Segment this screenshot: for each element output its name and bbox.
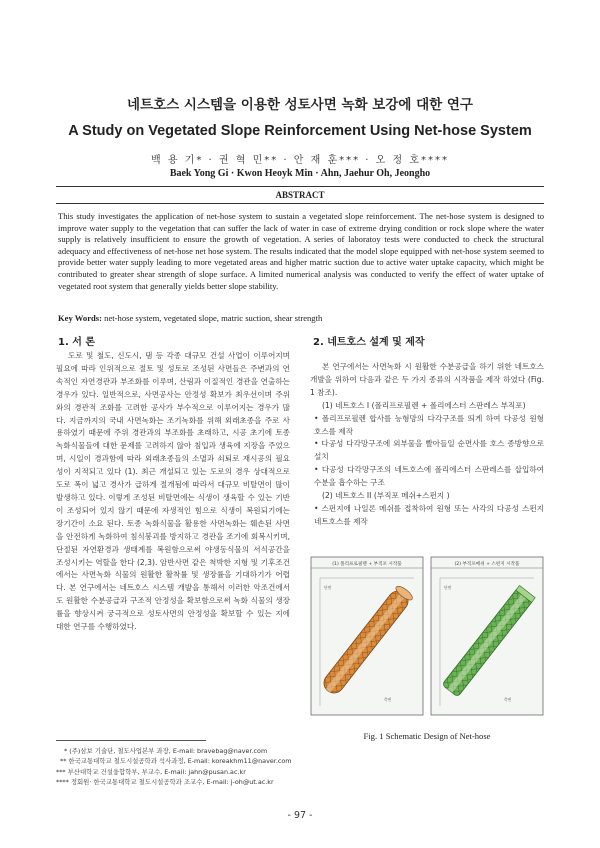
footnote: ** 한국교통대학교 철도시설공학과 석사과정, E-mail: koreakhm11@naver.com	[60, 757, 292, 766]
svg-text:측면: 측면	[504, 697, 512, 702]
type1-item: • 다공성 다각망구조에 외부물을 빨아들일 순면사를 호스 종방향으로 설치	[314, 439, 544, 462]
section-2-body	[310, 361, 544, 529]
footnote: * (주)삼보 기술단, 철도사업본부 과장, E-mail: bravebag@naver.com	[64, 747, 268, 755]
type1-item: • 다공성 다각망구조의 네트호스에 폴리에스터 스판레스를 삽입하여 수분을 흡수하는 구조	[314, 465, 544, 488]
svg-text:측면: 측면	[384, 697, 392, 702]
type1-item: • 폴리프로필렌 합사를 능형망의 다각구조를 띄게 하여 다공성 원형 호스를 제작	[314, 413, 544, 436]
svg-text:단면: 단면	[324, 585, 332, 590]
abstract-text: This study investigates the application of net-hose system to sustain a vegetated slope reinforcement. The net-hose system is designed to improve water supply to the vegetation that can suffer the lack of water in case of extreme drying condition or rock slope where the water supply is relatively insufficient to ensure the growth of vegetation. A series of laboratoy tests were conducted to check the structural adequacy and effectiveness of net-hose net hose system. The results indicated that the model slope equipped with net-hose system seemed to provide better water supply leading to more vegetated areas and higher matric suction due to active water uptake capacity, which might be contributed to greater shear strength of slope surface. A limited numerical analysis was conducted to verify the effect of water uptake of vegetated root system that generally yields better slope stability.	[58, 211, 544, 291]
section-1-body	[56, 350, 290, 634]
title-korean: 네트호스 시스템을 이용한 성토사면 녹화 보강에 대한 연구	[127, 97, 473, 113]
net-hose-schematic	[310, 556, 544, 716]
footnote: **** 정회원· 한국교통대학교 철도시설공학과 조교수, E-mail: j-oh@ut.ac.kr	[56, 778, 274, 787]
title-english: A Study on Vegetated Slope Reinforcement Using Net-hose System	[68, 123, 532, 139]
figure-1	[310, 556, 544, 716]
section-1-paragraph: 도로 및 철도, 신도시, 댐 등 각종 대규모 건설 사업이 이루어지며 필요에 따라 인위적으로 절토 및 성토로 조성된 사면들은 주변과의 연속적인 자연경관과 부조화를 이루며, 산림과 이질적인 경관을 연출하는 경우가 있다. 일반적으로, 사면공사는 안정성 확보가 최우선이며 주위와의 경관적 조화를 고려한 공사가 부수적으로 이루어지는 경우가 많다. 지금까지의 국내 사면녹화는 조기녹화를 위해 외래초종을 주로 사용하였기 때문에 주위 경관과의 부조화를 초래하고, 시공 초기에 토종녹화식물들에 대한 문제를 고려하지 않아 침입과 생육에 지장을 주었으며, 시일이 경과함에 따라 외래초종들의 소멸과 쇠퇴로 재시공의 필요성이 지적되고 있다 (1). 최근 개설되고 있는 도로의 경우 상대적으로 도로 폭이 넓고 경사가 급하게 절개됨에 따라서 대규모 비탈면이 많이 발생하고 있다. 이렇게 조성된 비탈면에는 식생이 생육할 수 있는 기반이 조성되어 있지 않기 때문에 자생적인 힘으로 식생이 복원되기에는 장기간이 소요 된다. 토종 녹화식물을 활용한 사면녹화는 훼손된 사면을 안전하게 녹화하여 침식붕괴를 방지하고 경관을 조기에 회복시키며, 단절된 자연환경과 생태계를 복원함으로써 야생동식물의 서식공간을 조성시키는 역할을 한다 (2,3). 암반사면 같은 척박한 지형 및 기후조건에서는 사면녹화 식물의 원활한 활착률 및 생장률을 기대하기가 어렵다. 본 연구에서는 네트호스 시스템 개발을 통해서 이러한 악조건에서도 원활한 수분공급과 구조적 안정성을 확보함으로써 녹화 식물의 생장률을 향상시켜 궁극적으로 성토사면의 안정성을 확보할 수 있는 지에 대한 연구를 수행하였다.	[56, 351, 290, 632]
abstract-heading-rule	[56, 203, 544, 204]
footnote: *** 부산대학교 건설융합학부, 부교수, E-mail: jahn@pusan.ac.kr	[56, 767, 246, 776]
footnote-rule	[56, 740, 206, 741]
section-1-heading: 1. 서 론	[58, 337, 96, 348]
keywords-label: Key Words:	[58, 313, 103, 323]
keywords-text: net-hose system, vegetated slope, matric suction, shear strength	[102, 313, 323, 323]
abstract-top-rule	[56, 186, 544, 187]
figure-panel-2	[431, 557, 543, 715]
footnotes	[56, 746, 356, 788]
type2-heading: (2) 네트호스 II (부직포 메쉬+스펀지 )	[322, 491, 450, 501]
figure-panel-2-label: (2) 부직포메쉬 + 스펀지 시작품	[454, 562, 520, 567]
figure-1-caption: Fig. 1 Schematic Design of Net-hose	[363, 731, 491, 741]
svg-text:단면: 단면	[444, 585, 452, 590]
page-number: - 97 -	[287, 810, 313, 821]
keywords	[58, 313, 544, 323]
type1-heading: (1) 네트호스 I (폴리프로필렌 + 폴리에스터 스판레스 부직포)	[322, 400, 526, 410]
section-2-intro: 본 연구에서는 사면녹화 시 원활한 수분공급을 하기 위한 네트호스 개발을 위하여 다음과 같은 두 가지 종류의 시작품을 제작 하였다 (Fig. 1 참조).	[310, 362, 544, 397]
authors-korean: 백 용 기* · 권 혁 민** · 안 재 훈*** · 오 정 호****	[151, 155, 449, 166]
figure-panel-1	[311, 557, 423, 715]
type2-item: • 스펀지에 나일론 메쉬를 접착하여 원형 또는 사각의 다공성 스펀지 네트호스를 제작	[314, 503, 544, 526]
abstract-heading: ABSTRACT	[275, 190, 325, 200]
section-2-heading: 2. 네트호스 설계 및 제작	[313, 337, 425, 348]
figure-panel-1-label: (1) 폴리프로필렌 + 부직포 시작품	[332, 562, 402, 567]
authors-english: Baek Yong Gi · Kwon Heoyk Min · Ahn, Jaehur Oh, Jeongho	[169, 168, 431, 179]
